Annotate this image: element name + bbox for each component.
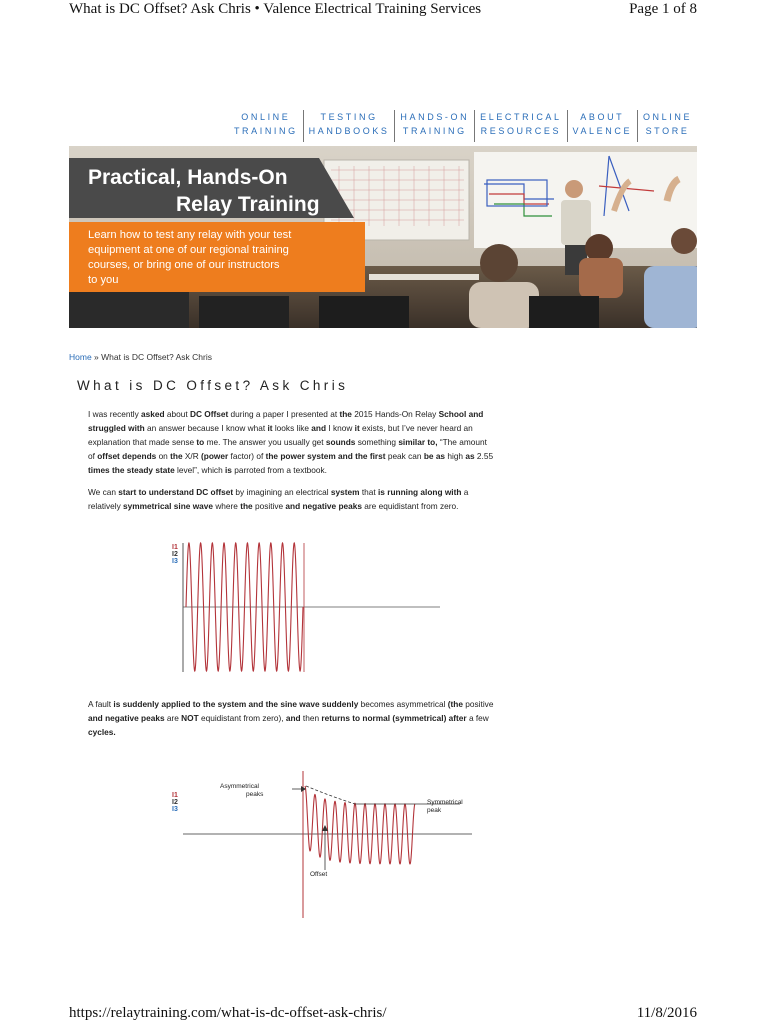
banner-headline-2: Relay Training bbox=[176, 193, 320, 216]
paragraph-line: times the steady state level”, which is parroted from a textbook. bbox=[88, 465, 327, 475]
breadcrumb bbox=[69, 352, 212, 362]
paragraph-2 bbox=[88, 485, 533, 513]
print-date: 11/8/2016 bbox=[636, 1005, 697, 1021]
print-footer bbox=[0, 1004, 768, 1024]
paragraph-line: I was recently asked about DC Offset during a paper I presented at the 2015 Hands-On Relay School and bbox=[88, 409, 484, 419]
paragraph-line: explanation that made sense to me. The answer you usually get sounds something similar to, “The amount bbox=[88, 437, 487, 447]
breadcrumb-separator: » bbox=[91, 352, 102, 362]
label-symmetrical: Symmetrical bbox=[427, 799, 463, 806]
main-nav bbox=[229, 110, 697, 142]
nav-testing-handbooks[interactable] bbox=[303, 110, 395, 142]
figure-symmetrical-wave bbox=[170, 540, 445, 680]
page-title: What is DC Offset? Ask Chris bbox=[77, 378, 349, 393]
banner-callout-line: Learn how to test any relay with your test bbox=[88, 229, 292, 241]
paragraph-3 bbox=[88, 697, 533, 739]
nav-online-training[interactable] bbox=[229, 110, 303, 142]
print-title: What is DC Offset? Ask Chris • Valence Electrical Training Services bbox=[69, 1, 482, 17]
banner-callout-line: courses, or bring one of our instructors bbox=[88, 259, 280, 271]
hero-banner[interactable] bbox=[69, 146, 697, 328]
nav-label: ONLINE bbox=[642, 112, 693, 122]
nav-hands-on-training[interactable] bbox=[394, 110, 474, 142]
breadcrumb-current: What is DC Offset? Ask Chris bbox=[101, 352, 212, 362]
nav-label: HANDS-ON bbox=[400, 112, 470, 122]
nav-label: HANDBOOKS bbox=[308, 126, 390, 136]
paragraph-line: A fault is suddenly applied to the system and the sine wave suddenly becomes asymmetrical (the positive bbox=[88, 699, 494, 709]
paragraph-line: struggled with an answer because I know what it looks like and I know it exists, but I’ve never heard an bbox=[88, 423, 473, 433]
nav-label: TRAINING bbox=[402, 126, 467, 136]
banner-callout-line: equipment at one of our regional training bbox=[88, 244, 289, 256]
nav-label: TESTING bbox=[320, 112, 378, 122]
paragraph-line: of offset depends on the X/R (power factor) of the power system and the first peak can be as high as 2.55 bbox=[88, 451, 494, 461]
label-peaks: peaks bbox=[246, 791, 264, 798]
nav-label: ONLINE bbox=[241, 112, 291, 122]
legend-i3: I3 bbox=[172, 806, 178, 813]
legend-i2: I2 bbox=[172, 799, 178, 806]
paragraph-line: We can start to understand DC offset by imagining an electrical system that is running along with a bbox=[88, 487, 469, 497]
print-url: https://relaytraining.com/what-is-dc-offset-ask-chris/ bbox=[69, 1005, 387, 1021]
legend-i3: I3 bbox=[172, 558, 178, 565]
nav-label: RESOURCES bbox=[480, 126, 562, 136]
nav-label: TRAINING bbox=[233, 126, 298, 136]
nav-label: ABOUT bbox=[580, 112, 625, 122]
sine-wave bbox=[186, 543, 303, 671]
legend-i2: I2 bbox=[172, 551, 178, 558]
print-page-number: Page 1 of 8 bbox=[629, 1, 697, 17]
nav-label: VALENCE bbox=[572, 126, 633, 136]
label-asymmetrical: Asymmetrical bbox=[220, 783, 260, 790]
offset-wave bbox=[305, 786, 415, 864]
banner-callout-line: to you bbox=[88, 274, 119, 286]
nav-electrical-resources[interactable] bbox=[474, 110, 566, 142]
nav-label: STORE bbox=[645, 126, 690, 136]
banner-headline-1: Practical, Hands-On bbox=[88, 166, 288, 189]
nav-label: ELECTRICAL bbox=[480, 112, 562, 122]
legend-i1: I1 bbox=[172, 792, 178, 799]
paragraph-line: and negative peaks are NOT equidistant from zero), and then returns to normal (symmetrical) after a few bbox=[88, 713, 489, 723]
nav-online-store[interactable] bbox=[637, 110, 697, 142]
paragraph-line: relatively symmetrical sine wave where the positive and negative peaks are equidistant from zero. bbox=[88, 501, 459, 511]
nav-about-valence[interactable] bbox=[567, 110, 637, 142]
label-offset: Offset bbox=[310, 871, 328, 878]
breadcrumb-home-link[interactable]: Home bbox=[69, 352, 92, 362]
figure-asymmetrical-wave bbox=[170, 768, 480, 920]
legend-i1: I1 bbox=[172, 544, 178, 551]
print-header bbox=[0, 0, 768, 20]
label-peak: peak bbox=[427, 807, 442, 814]
paragraph-1 bbox=[88, 407, 533, 477]
paragraph-line: cycles. bbox=[88, 727, 116, 737]
